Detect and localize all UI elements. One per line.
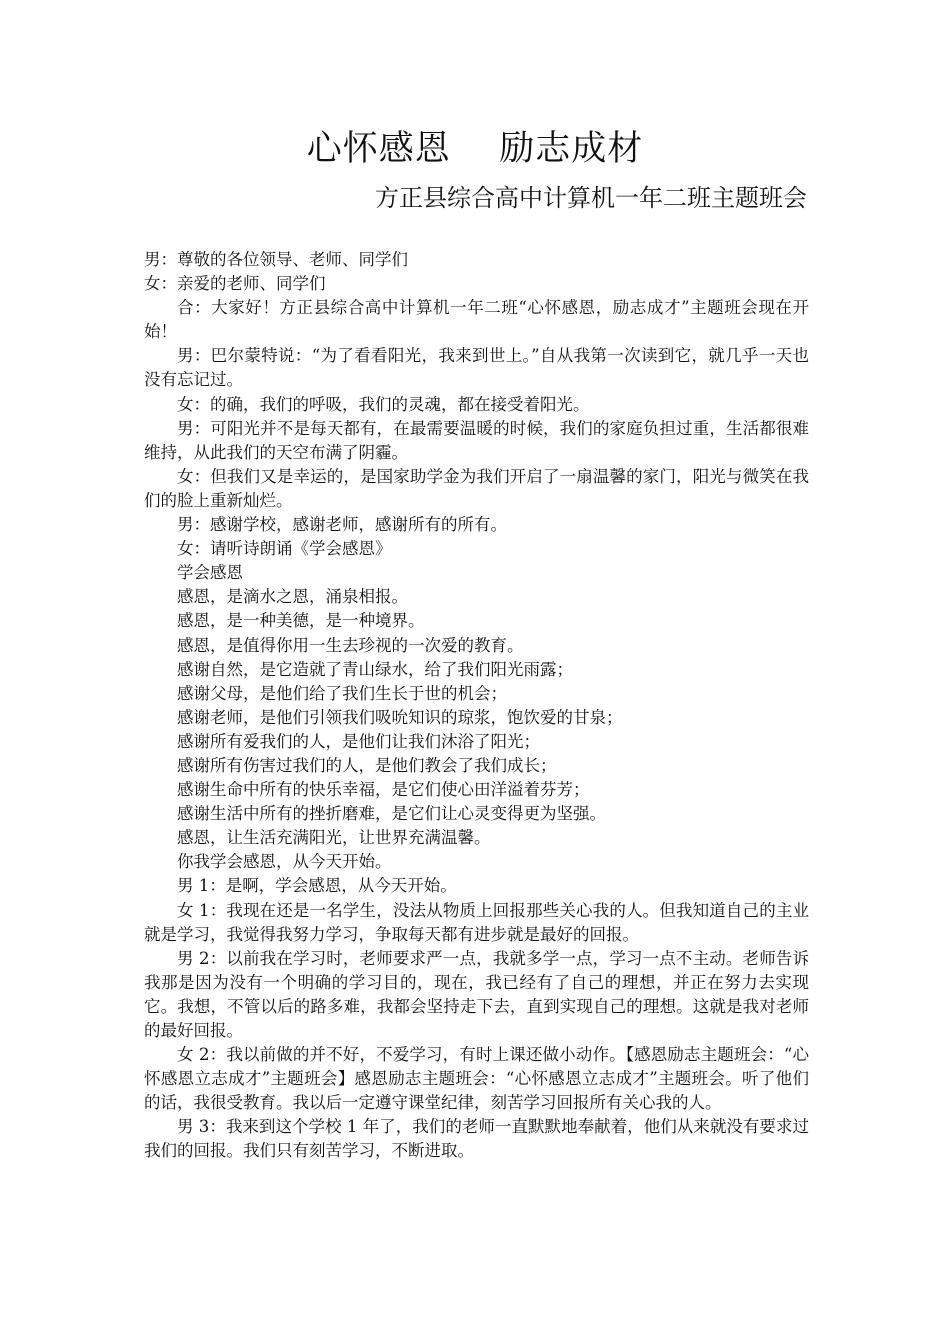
poem-line: 感谢生活中所有的挫折磨难，是它们让心灵变得更为坚强。 — [177, 804, 606, 824]
paragraph: 女：但我们又是幸运的，是国家助学金为我们开启了一扇温馨的家门，阳光与微笑在我们的脸上重新灿烂。 — [144, 466, 809, 510]
paragraph: 男 2：以前我在学习时，老师要求严一点，我就多学一点，学习一点不主动。老师告诉我那是因为没有一个明确的学习目的，现在，我已经有了自己的理想，并正在努力去实现它。我想，不管以后的路多难，我都会坚持走下去，直到实现自己的理想。这就是我对老师的最好回报。 — [144, 948, 809, 1040]
poem-line: 感谢自然，是它造就了青山绿水，给了我们阳光雨露； — [177, 659, 573, 679]
paragraph: 男：可阳光并不是每天都有，在最需要温暖的时候，我们的家庭负担过重，生活都很难维持，从此我们的天空布满了阴霾。 — [144, 418, 809, 462]
paragraph: 女 1：我现在还是一名学生，没法从物质上回报那些关心我的人。但我知道自己的主业就是学习，我觉得我努力学习，争取每天都有进步就是最好的回报。 — [144, 900, 809, 944]
paragraph: 女：亲爱的老师、同学们 — [144, 274, 326, 294]
poem-line: 感谢所有伤害过我们的人，是他们教会了我们成长； — [177, 755, 557, 775]
poem-line: 感恩，是滴水之恩，涌泉相报。 — [177, 587, 408, 607]
paragraph: 女：请听诗朗诵《学会感恩》 — [177, 539, 392, 559]
poem-line: 感谢老师，是他们引领我们吸吮知识的琼浆，饱饮爱的甘泉； — [177, 707, 623, 727]
poem-line: 感谢父母，是他们给了我们生长于世的机会； — [177, 683, 507, 703]
paragraph: 男：感谢学校，感谢老师，感谢所有的所有。 — [177, 515, 507, 535]
poem-line: 感谢所有爱我们的人，是他们让我们沐浴了阳光； — [177, 731, 540, 751]
paragraph: 男：尊敬的各位领导、老师、同学们 — [144, 250, 408, 269]
paragraph: 男：巴尔蒙特说：“为了看看阳光，我来到世上。”自从我第一次读到它，就几乎一天也没有忘记过。 — [144, 346, 809, 390]
paragraph: 合：大家好！方正县综合高中计算机一年二班“心怀感恩，励志成才”主题班会现在开始！ — [144, 298, 809, 342]
paragraph: 男 1：是啊，学会感恩，从今天开始。 — [177, 876, 457, 896]
poem-line: 感恩，是值得你用一生去珍视的一次爱的教育。 — [177, 635, 524, 655]
poem-line: 你我学会感恩，从今天开始。 — [177, 852, 392, 872]
document-title: 心怀感恩 励志成材 — [306, 129, 644, 169]
paragraph: 男 3：我来到这个学校 1 年了，我们的老师一直默默地奉献着，他们从来就没有要求过我们的回报。我们只有刻苦学习，不断进取。 — [144, 1117, 809, 1161]
paragraph: 女 2：我以前做的并不好，不爱学习，有时上课还做小动作。【感恩励志主题班会：“心怀感恩立志成才”主题班会】感恩励志主题班会：“心怀感恩立志成才”主题班会。听了他们的话，我很受教育。我以后一定遵守课堂纪律，刻苦学习回报所有关心我的人。 — [144, 1045, 809, 1113]
poem-line: 感谢生命中所有的快乐幸福，是它们使心田洋溢着芬芳； — [177, 780, 590, 800]
paragraph: 女：的确，我们的呼吸，我们的灵魂，都在接受着阳光。 — [177, 394, 590, 414]
poem-line: 感恩，让生活充满阳光，让世界充满温馨。 — [177, 828, 491, 848]
document-body — [144, 248, 809, 1164]
poem-title: 学会感恩 — [177, 563, 243, 583]
poem-line: 感恩，是一种美德，是一种境界。 — [177, 611, 425, 631]
document-subtitle: 方正县综合高中计算机一年二班主题班会 — [375, 184, 807, 212]
